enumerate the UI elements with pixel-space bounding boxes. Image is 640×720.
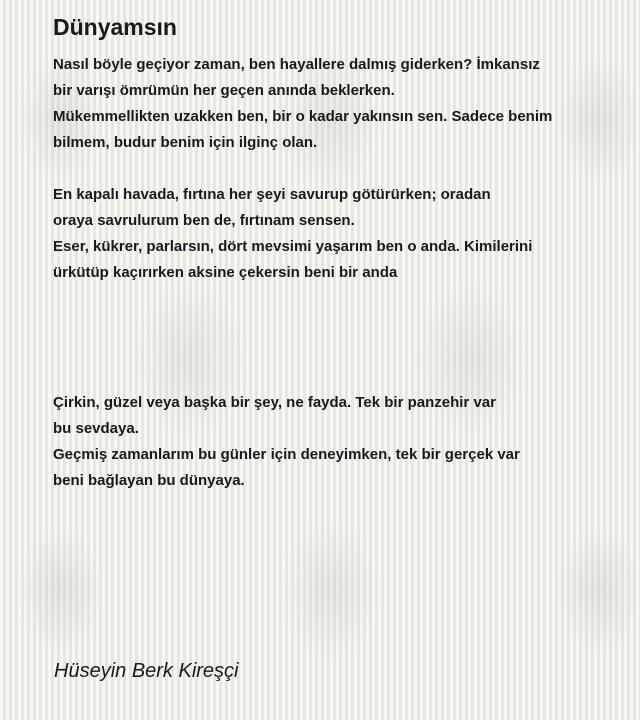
poem-line: Eser, kükrer, parlarsın, dört mevsimi yaşarım ben o anda. Kimilerini <box>53 238 533 255</box>
poem-author: Hüseyin Berk Kireşçi <box>54 660 239 682</box>
poem-line: beni bağlayan bu dünyaya. <box>53 472 245 489</box>
poem-line: Çirkin, güzel veya başka bir şey, ne fayda. Tek bir panzehir var <box>53 394 496 411</box>
stanza-3 <box>53 390 623 494</box>
poem-line: bu sevdaya. <box>53 420 139 437</box>
stanza-2 <box>53 182 623 286</box>
stanza-1 <box>53 52 623 156</box>
poem-line: bir varışı ömrümün her geçen anında beklerken. <box>53 82 395 99</box>
poem-title: Dünyamsın <box>53 14 177 40</box>
poem-line: Mükemmellikten uzakken ben, bir o kadar yakınsın sen. Sadece benim <box>53 108 553 125</box>
poem <box>53 12 623 494</box>
poem-line: Geçmiş zamanlarım bu günler için deneyimken, tek bir gerçek var <box>53 446 520 463</box>
poem-line: oraya savrulurum ben de, fırtınam sensen. <box>53 212 355 229</box>
poem-line: bilmem, budur benim için ilginç olan. <box>53 134 318 151</box>
poem-line: ürkütüp kaçırırken aksine çekersin beni bir anda <box>53 264 398 281</box>
poem-line: En kapalı havada, fırtına her şeyi savurup götürürken; oradan <box>53 186 491 203</box>
poem-line: Nasıl böyle geçiyor zaman, ben hayallere dalmış giderken? İmkansız <box>53 56 540 73</box>
